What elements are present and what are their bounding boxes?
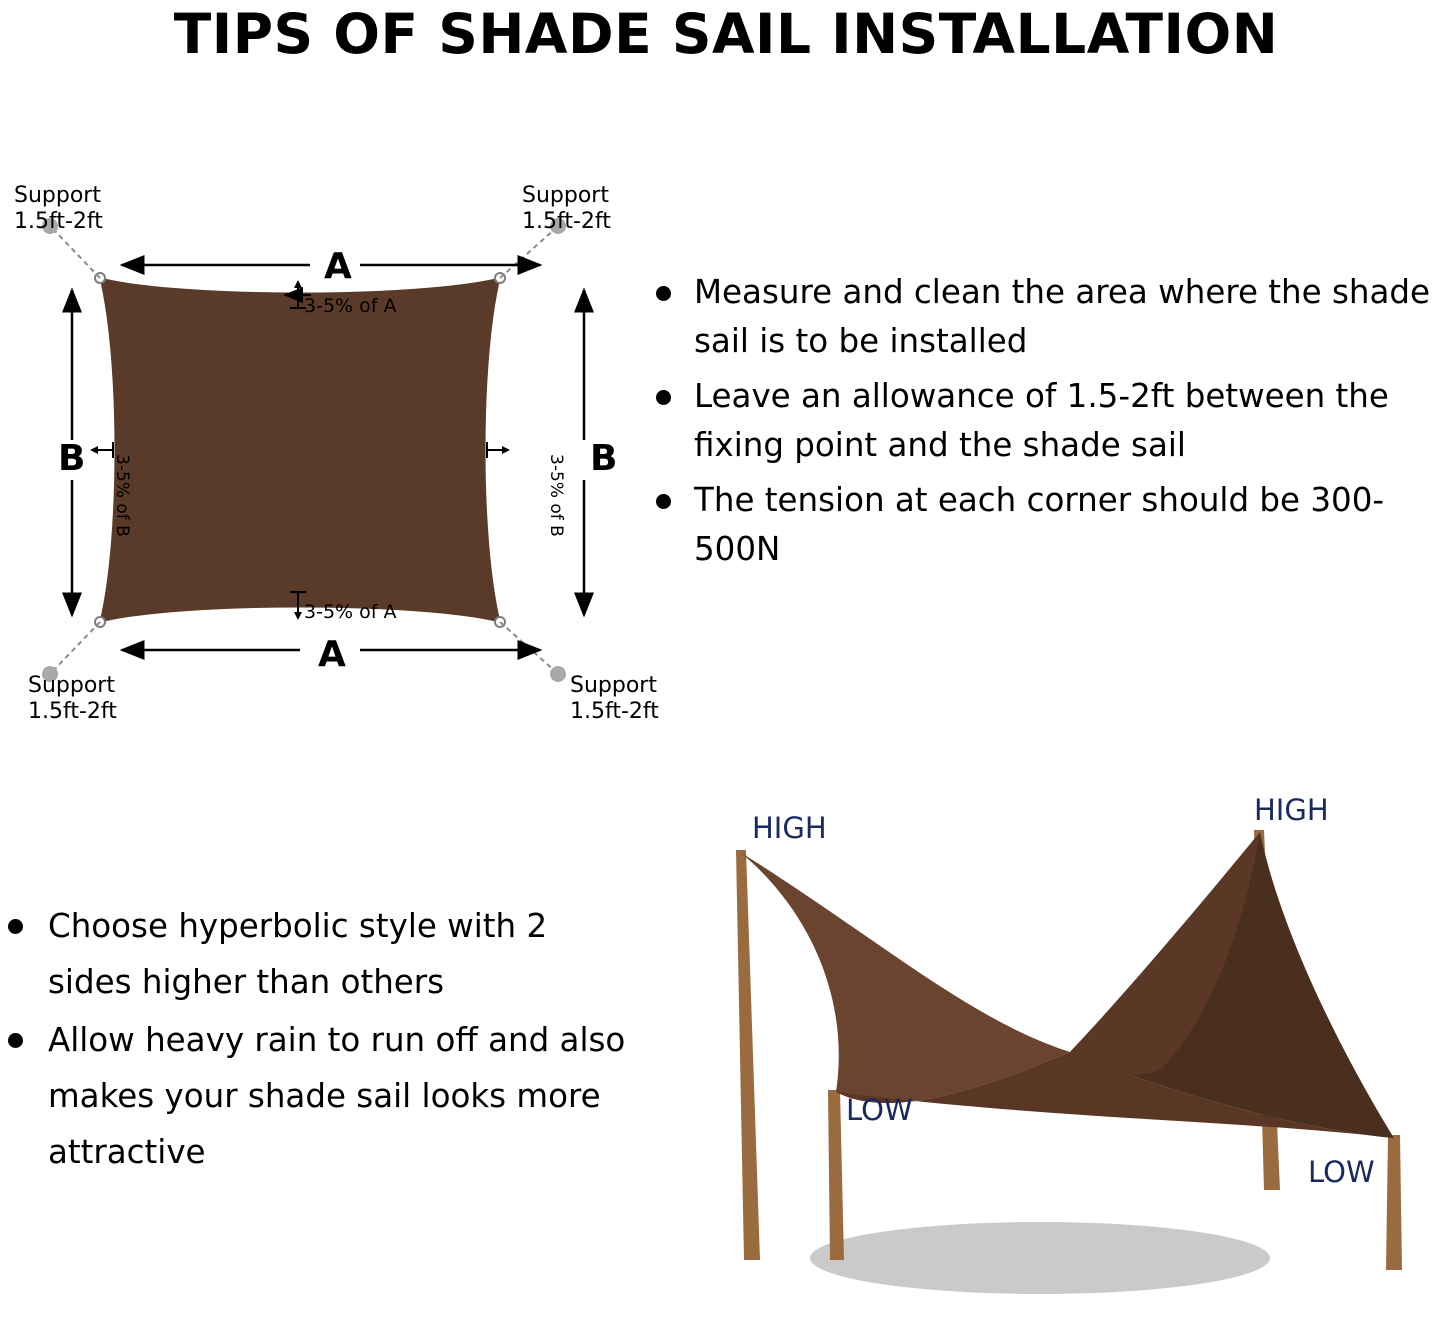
label-support-bottom-right-line2: 1.5ft-2ft (570, 699, 659, 724)
tip-item: Allow heavy rain to run off and also makes your shade sail looks more attractive (0, 1012, 640, 1180)
label-high-right: HIGH (1254, 793, 1329, 827)
label-support-top-left-line2: 1.5ft-2ft (14, 209, 103, 234)
label-support-top-left-line1: Support (14, 183, 101, 208)
label-low-left: LOW (846, 1093, 913, 1127)
page-title: TIPS OF SHADE SAIL INSTALLATION (173, 2, 1279, 66)
tip-item: Leave an allowance of 1.5-2ft between the fixing point and the shade sail (648, 372, 1448, 470)
label-low-right: LOW (1308, 1155, 1375, 1189)
hyperbolic-sail-illustration (640, 790, 1452, 1325)
tip-item: The tension at each corner should be 300-500N (648, 476, 1448, 574)
label-support-bottom-right-line1: Support (570, 673, 657, 698)
label-curve-right: 3-5% of B (546, 454, 566, 537)
tip-item: Measure and clean the area where the shade sail is to be installed (648, 268, 1448, 366)
tip-item: Choose hyperbolic style with 2 sides higher than others (0, 898, 640, 1010)
rectangular-sail-dimension-diagram (0, 160, 660, 730)
label-dim-top-a: A (324, 246, 352, 287)
label-curve-bottom: 3-5% of A (304, 601, 397, 623)
label-high-left: HIGH (752, 811, 827, 845)
label-dim-bottom-a: A (318, 634, 346, 675)
label-support-bottom-left-line2: 1.5ft-2ft (28, 699, 117, 724)
label-dim-left-b: B (58, 438, 86, 479)
tips-list-left (0, 898, 640, 1182)
label-support-top-right-line1: Support (522, 183, 609, 208)
label-support-bottom-left-line1: Support (28, 673, 115, 698)
label-curve-left: 3-5% of B (112, 454, 132, 537)
label-curve-top: 3-5% of A (304, 295, 397, 317)
tips-list-right (648, 268, 1448, 580)
label-dim-right-b: B (590, 438, 618, 479)
label-support-top-right-line2: 1.5ft-2ft (522, 209, 611, 234)
